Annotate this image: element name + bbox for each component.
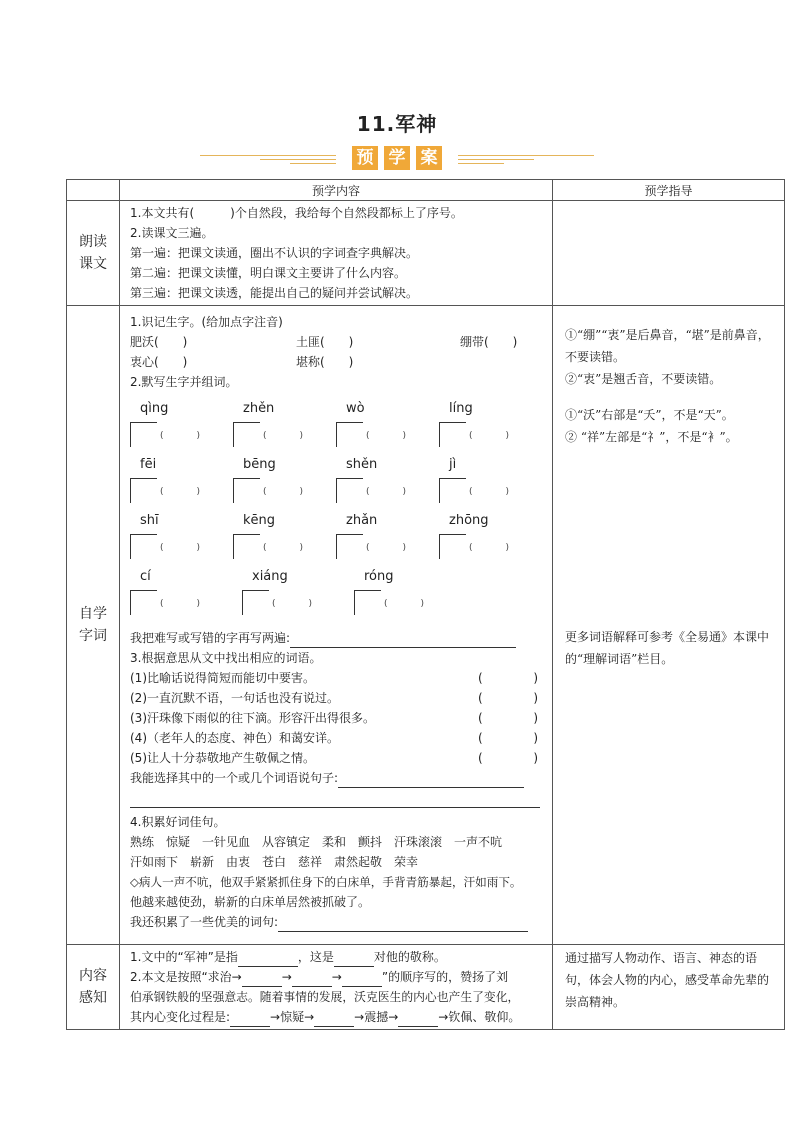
- guide-text: ①“沃”右部是“夭”，不是“天”。: [565, 408, 734, 422]
- guide-text: ② “祥”左部是“礻”，不是“衤”。: [565, 430, 738, 444]
- page-title: 11.军神: [356, 112, 438, 136]
- q1-item: 土匪( ): [296, 335, 354, 349]
- pinyin: wò: [346, 401, 365, 416]
- study-content: [120, 306, 553, 945]
- q3-item: (3)汗珠像下雨似的往下滴。形容汗出得很多。 ( ): [130, 711, 538, 725]
- pinyin: jì: [449, 457, 457, 472]
- table-header-row: [67, 180, 785, 201]
- perception-content: [120, 945, 553, 1030]
- pinyin: fēi: [140, 457, 157, 472]
- q1-title: 1.识记生字。(给加点字注音): [130, 315, 283, 329]
- text-line: 2.本文是按照“求治→ → → ”的顺序写的，赞扬了刘: [130, 967, 542, 987]
- answer-blank[interactable]: [278, 917, 528, 932]
- row-label: 自学字词: [67, 306, 120, 945]
- text-line: 第三遍：把课文读透，能提出自己的疑问并尝试解决。: [130, 286, 419, 300]
- row-label: 内容感知: [67, 945, 120, 1030]
- guide-text: ①“绷”“衷”是后鼻音，“堪”是前鼻音，不要读错。: [565, 328, 770, 364]
- q4-mine-line: 我还积累了一些优美的词句:: [130, 912, 542, 932]
- section-banner: [200, 146, 594, 172]
- pinyin: líng: [449, 401, 473, 416]
- answer-blank[interactable]: [238, 952, 298, 967]
- writing-grid-row: [130, 422, 542, 448]
- q4-words: 熟练 惊疑 一针见血 从容镇定 柔和 颤抖 汗珠滚滚 一声不吭: [130, 835, 503, 849]
- guide-text: 更多词语解释可参考《全易通》本课中的“理解词语”栏目。: [565, 630, 770, 666]
- q4-sentence: 他越来越使劲，崭新的白床单居然被抓破了。: [130, 895, 371, 909]
- pinyin: zhōng: [449, 513, 489, 528]
- row-study: [67, 306, 785, 945]
- q1-item: 堪称( ): [296, 355, 354, 369]
- row-reading: [67, 201, 785, 306]
- q1-item: 绷带( ): [460, 335, 518, 349]
- writing-grid-row: [130, 590, 542, 616]
- answer-blank[interactable]: [334, 952, 374, 967]
- answer-blank[interactable]: [314, 1012, 354, 1027]
- banner-char: 预: [352, 146, 378, 170]
- writing-box[interactable]: ( ): [233, 534, 336, 560]
- writing-box[interactable]: ( ): [439, 534, 542, 560]
- banner-line: [200, 155, 336, 156]
- q3-item: (2)一直沉默不语，一句话也没有说过。 ( ): [130, 691, 538, 705]
- writing-box[interactable]: ( ): [354, 590, 466, 616]
- q1-item: 衷心( ): [130, 355, 188, 369]
- writing-box[interactable]: ( ): [439, 422, 542, 448]
- pinyin: qìng: [140, 401, 169, 416]
- header-guide: 预学指导: [553, 180, 785, 201]
- writing-box[interactable]: ( ): [130, 534, 233, 560]
- answer-blank[interactable]: [230, 1012, 270, 1027]
- answer-blank[interactable]: [130, 793, 540, 808]
- pinyin-row: [130, 398, 542, 420]
- text-line: 其内心变化过程是: →惊疑→ →震撼→ →钦佩、敬仰。: [130, 1007, 542, 1027]
- answer-blank[interactable]: [292, 972, 332, 987]
- writing-box[interactable]: ( ): [439, 478, 542, 504]
- pinyin: zhǎn: [346, 513, 378, 528]
- writing-box[interactable]: ( ): [336, 422, 439, 448]
- pinyin: xiáng: [252, 569, 288, 584]
- text-line: 伯承钢铁般的坚强意志。随着事情的发展，沃克医生的内心也产生了变化，: [130, 990, 520, 1004]
- perception-guide: 通过描写人物动作、语言、神态的语句，体会人物的内心，感受革命先辈的崇高精神。: [553, 945, 785, 1030]
- answer-blank[interactable]: [398, 1012, 438, 1027]
- writing-box[interactable]: ( ): [336, 534, 439, 560]
- banner-line: [290, 163, 336, 164]
- answer-blank[interactable]: [338, 773, 524, 788]
- row-label: 朗读课文: [67, 201, 120, 306]
- text-line: 1.文中的“军神”是指 ，这是 对他的敬称。: [130, 947, 542, 967]
- writing-box[interactable]: ( ): [233, 478, 336, 504]
- pinyin: zhěn: [243, 401, 275, 416]
- writing-box[interactable]: ( ): [130, 422, 233, 448]
- writing-box[interactable]: ( ): [336, 478, 439, 504]
- q3-item: (4)（老年人的态度、神色）和蔼安详。 ( ): [130, 731, 538, 745]
- writing-box[interactable]: ( ): [130, 590, 242, 616]
- writing-box[interactable]: ( ): [130, 478, 233, 504]
- banner-char: 学: [384, 146, 410, 170]
- answer-blank[interactable]: [242, 972, 282, 987]
- banner-char: 案: [416, 146, 442, 170]
- pinyin-row: [130, 510, 542, 532]
- pinyin: shěn: [346, 457, 378, 472]
- preview-table: [66, 179, 785, 1030]
- pinyin: róng: [364, 569, 394, 584]
- pinyin: shī: [140, 513, 159, 528]
- q4-sentence: ◇病人一声不吭，他双手紧紧抓住身下的白床单，手背青筋暴起，汗如雨下。: [130, 875, 522, 889]
- reading-content: [120, 201, 553, 306]
- q4-words: 汗如雨下 崭新 由衷 苍白 慈祥 肃然起敬 荣幸: [130, 855, 419, 869]
- text-line: 1.本文共有( )个自然段，我给每个自然段都标上了序号。: [130, 206, 463, 220]
- reading-guide: [553, 201, 785, 306]
- q1-item: 肥沃( ): [130, 335, 188, 349]
- q4-title: 4.积累好词佳句。: [130, 815, 226, 829]
- pinyin-row: [130, 454, 542, 476]
- pinyin: bēng: [243, 457, 276, 472]
- text-line: 2.读课文三遍。: [130, 226, 214, 240]
- text-line: 第二遍：把课文读懂，明白课文主要讲了什么内容。: [130, 266, 407, 280]
- q3-item: (5)让人十分恭敬地产生敬佩之情。 ( ): [130, 751, 538, 765]
- q1-row: [130, 352, 542, 372]
- banner-line: [458, 155, 594, 156]
- text-line: 第一遍：把课文读通，圈出不认识的字词查字典解决。: [130, 246, 419, 260]
- q3-item: (1)比喻话说得简短而能切中要害。 ( ): [130, 671, 538, 685]
- header-content: 预学内容: [120, 180, 553, 201]
- answer-blank[interactable]: [342, 972, 382, 987]
- writing-grid-row: [130, 478, 542, 504]
- guide-text: ②“衷”是翘舌音，不要读错。: [565, 372, 722, 386]
- pinyin-row: [130, 566, 542, 588]
- pinyin: kēng: [243, 513, 276, 528]
- q3-sentence-line: 我能选择其中的一个或几个词语说句子:: [130, 768, 542, 788]
- pinyin: cí: [140, 569, 151, 584]
- q3-title: 3.根据意思从文中找出相应的词语。: [130, 651, 322, 665]
- banner-line: [458, 163, 504, 164]
- q1-row: [130, 332, 542, 352]
- q3-blank-line: [130, 788, 542, 808]
- answer-blank[interactable]: [290, 633, 516, 648]
- q2-title: 2.默写生字并组词。: [130, 375, 238, 389]
- writing-box[interactable]: ( ): [233, 422, 336, 448]
- writing-box[interactable]: ( ): [242, 590, 354, 616]
- rewrite-line: 我把难写或写错的字再写两遍:: [130, 628, 542, 648]
- header-blank: [67, 180, 120, 201]
- writing-grid-row: [130, 534, 542, 560]
- study-guide: [553, 306, 785, 945]
- banner-line: [260, 159, 336, 160]
- row-perception: [67, 945, 785, 1030]
- banner-line: [458, 159, 534, 160]
